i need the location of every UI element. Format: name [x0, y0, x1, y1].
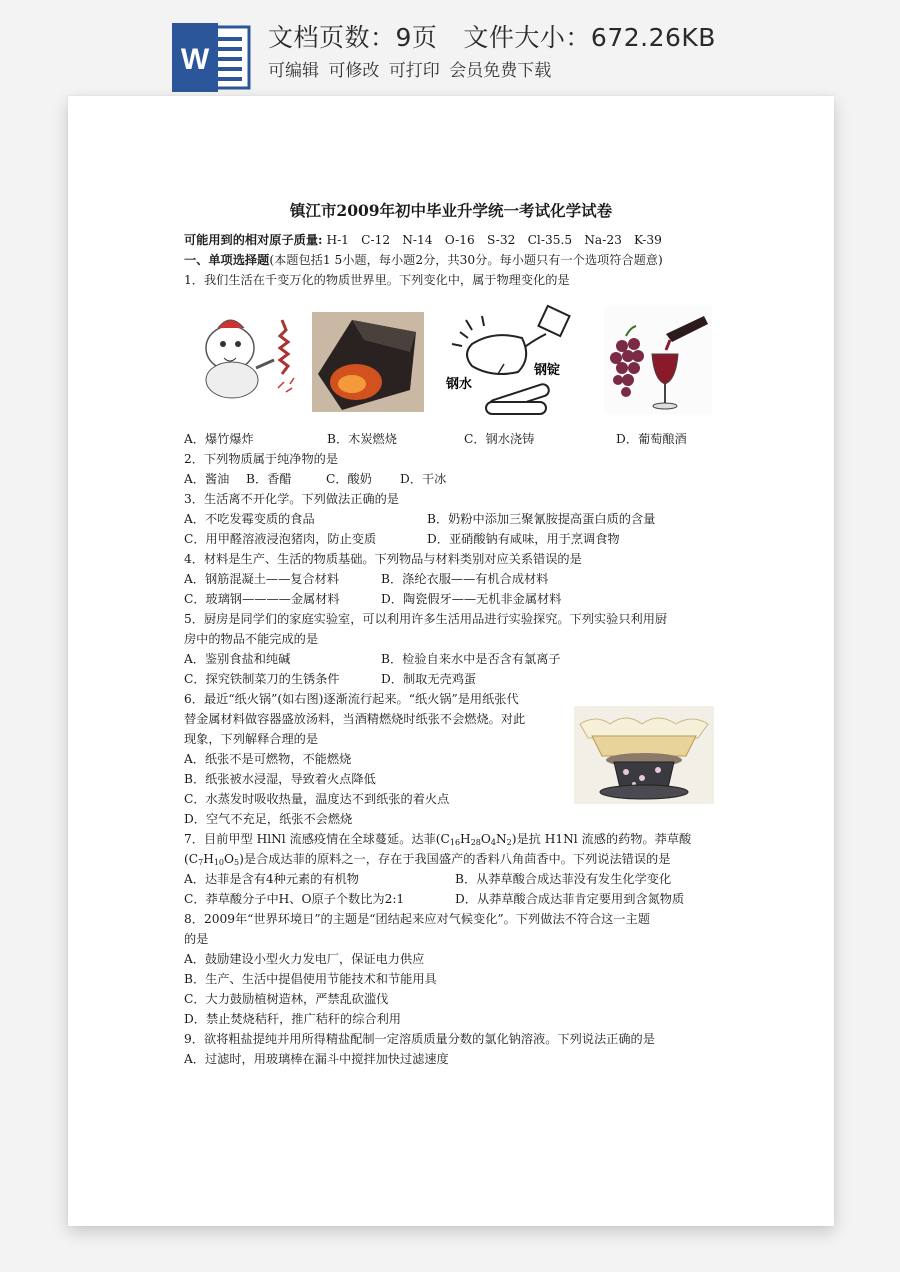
firecracker-cartoon-image [190, 308, 298, 404]
q2-option-a: A．酱油 [184, 472, 230, 486]
q4-option-b: B．涤纶衣服——有机合成材料 [381, 572, 549, 586]
paper-hotpot-image [574, 706, 714, 804]
q3-option-a: A．不吃发霉变质的食品 [184, 512, 315, 526]
header [0, 0, 900, 96]
question-5-line-1: 5．厨房是同学们的家庭实验室，可以利用许多生活用品进行实验探究。下列实验只利用厨 [184, 612, 668, 626]
document-page [68, 96, 834, 1226]
q2-option-b: B．香醋 [246, 472, 292, 486]
q6-option-d: D．空气不充足，纸张不会燃烧 [184, 812, 353, 826]
q7-option-c: C．莽草酸分子中H、O原子个数比为2:1 [184, 892, 405, 906]
file-info-title [268, 18, 716, 54]
file-size: 文件大小：672.26KB [463, 23, 716, 52]
question-8-line-1: 8．2009年“世界环境日”的主题是“团结起来应对气候变化”。下列做法不符合这一主题 [184, 912, 650, 926]
svg-text:W: W [180, 43, 210, 76]
q3-option-d: D．亚硝酸钠有咸味，用于烹调食物 [427, 532, 620, 546]
q1-option-d: D．葡萄酿酒 [616, 432, 687, 446]
question-6-line-2: 替金属材料做容器盛放汤料，当酒精燃烧时纸张不会燃烧。对此 [184, 712, 526, 726]
q3-option-c: C．用甲醛溶液浸泡猪肉，防止变质 [184, 532, 377, 546]
q5-option-b: B．检验自来水中是否含有氯离子 [381, 652, 561, 666]
document-title: 镇江市2009年初中毕业升学统一考试化学试卷 [289, 201, 613, 220]
grape-wine-image [604, 306, 712, 414]
q7-option-b: B．从莽草酸合成达菲没有发生化学变化 [455, 872, 672, 886]
question-7-line-2: $(C_7H_{10}O_5)$是合成达菲的原料之一，存在于我国盛产的香料八角茴香中。下列说法错误的是 [184, 852, 671, 867]
q5-option-d: D．制取无壳鸡蛋 [381, 672, 477, 686]
question-9: 9．欲将粗盐提纯并用所得精盐配制一定溶质质量分数的氯化钠溶液。下列说法正确的是 [184, 1032, 655, 1046]
q8-option-c: C．大力鼓励植树造林，严禁乱砍滥伐 [184, 992, 389, 1006]
q8-option-a: A．鼓励建设小型火力发电厂，保证电力供应 [184, 952, 425, 966]
question-4: 4．材料是生产、生活的物质基础。下列物品与材料类别对应关系错误的是 [184, 552, 582, 566]
q2-option-c: C．酸奶 [326, 472, 372, 486]
q6-option-a: A．纸张不是可燃物，不能燃烧 [184, 752, 352, 766]
molten-steel-label: 钢水 [446, 377, 473, 392]
q7-option-d: D．从莽草酸合成达菲肯定要用到含氮物质 [455, 892, 685, 906]
burning-charcoal-image [312, 312, 424, 412]
question-2: 2．下列物质属于纯净物的是 [184, 452, 339, 466]
q6-option-b: B．纸张被水浸湿，导致着火点降低 [184, 772, 376, 786]
question-5-line-2: 房中的物品不能完成的是 [184, 632, 319, 646]
q4-option-a: A．钢筋混凝土——复合材料 [184, 572, 340, 586]
question-8-line-2: 的是 [184, 932, 209, 946]
page-count: 文档页数：9页 [268, 23, 438, 52]
q1-option-a: A．爆竹爆炸 [184, 432, 254, 446]
q5-option-a: A．鉴别食盐和纯碱 [184, 652, 291, 666]
q5-option-c: C．探究铁制菜刀的生锈条件 [184, 672, 340, 686]
steel-casting-diagram [442, 304, 592, 418]
q7-option-a: A．达菲是含有4种元素的有机物 [184, 872, 359, 886]
q3-option-b: B．奶粉中添加三聚氰胺提高蛋白质的含量 [427, 512, 656, 526]
q6-option-c: C．水蒸发时吸收热量，温度达不到纸张的着火点 [184, 792, 450, 806]
q2-option-d: D．干冰 [400, 472, 447, 486]
atomic-mass-line: 可能用到的相对原子质量: H-1 C-12 N-14 O-16 S-32 Cl-35.5 Na-23 K-39 [184, 233, 662, 247]
q1-option-b: B．木炭燃烧 [327, 432, 397, 446]
q4-option-c: C．玻璃钢————金属材料 [184, 592, 340, 606]
q8-option-d: D．禁止焚烧秸秆，推广秸秆的综合利用 [184, 1012, 401, 1026]
steel-ingot-label: 钢锭 [534, 363, 561, 378]
question-7-line-1: 7．目前甲型 HlNl 流感疫情在全球蔓延。达菲$(C_{16}H_{28}O_4N_2)$是抗 H1Nl 流感的药物。莽草酸 [184, 832, 692, 847]
q4-option-d: D．陶瓷假牙——无机非金属材料 [381, 592, 562, 606]
question-6-line-3: 现象，下列解释合理的是 [184, 732, 319, 746]
q8-option-b: B．生产、生活中提倡使用节能技术和节能用具 [184, 972, 437, 986]
question-1: 1．我们生活在千变万化的物质世界里。下列变化中，属于物理变化的是 [184, 273, 570, 287]
question-3: 3．生活离不开化学。下列做法正确的是 [184, 492, 399, 506]
q9-option-a: A．过滤时，用玻璃棒在漏斗中搅拌加快过滤速度 [184, 1052, 449, 1066]
feature-list: 可编辑 可修改 可打印 会员免费下载 [268, 61, 552, 81]
q1-option-c: C．钢水浇铸 [464, 432, 535, 446]
question-6-line-1: 6．最近“纸火锅”(如右图)逐渐流行起来。“纸火锅”是用纸张代 [184, 692, 519, 706]
word-document-icon [172, 23, 251, 92]
section-one-heading: 一、单项选择题(本题包括1 5小题，每小题2分，共30分。每小题只有一个选项符合题意) [184, 253, 663, 267]
